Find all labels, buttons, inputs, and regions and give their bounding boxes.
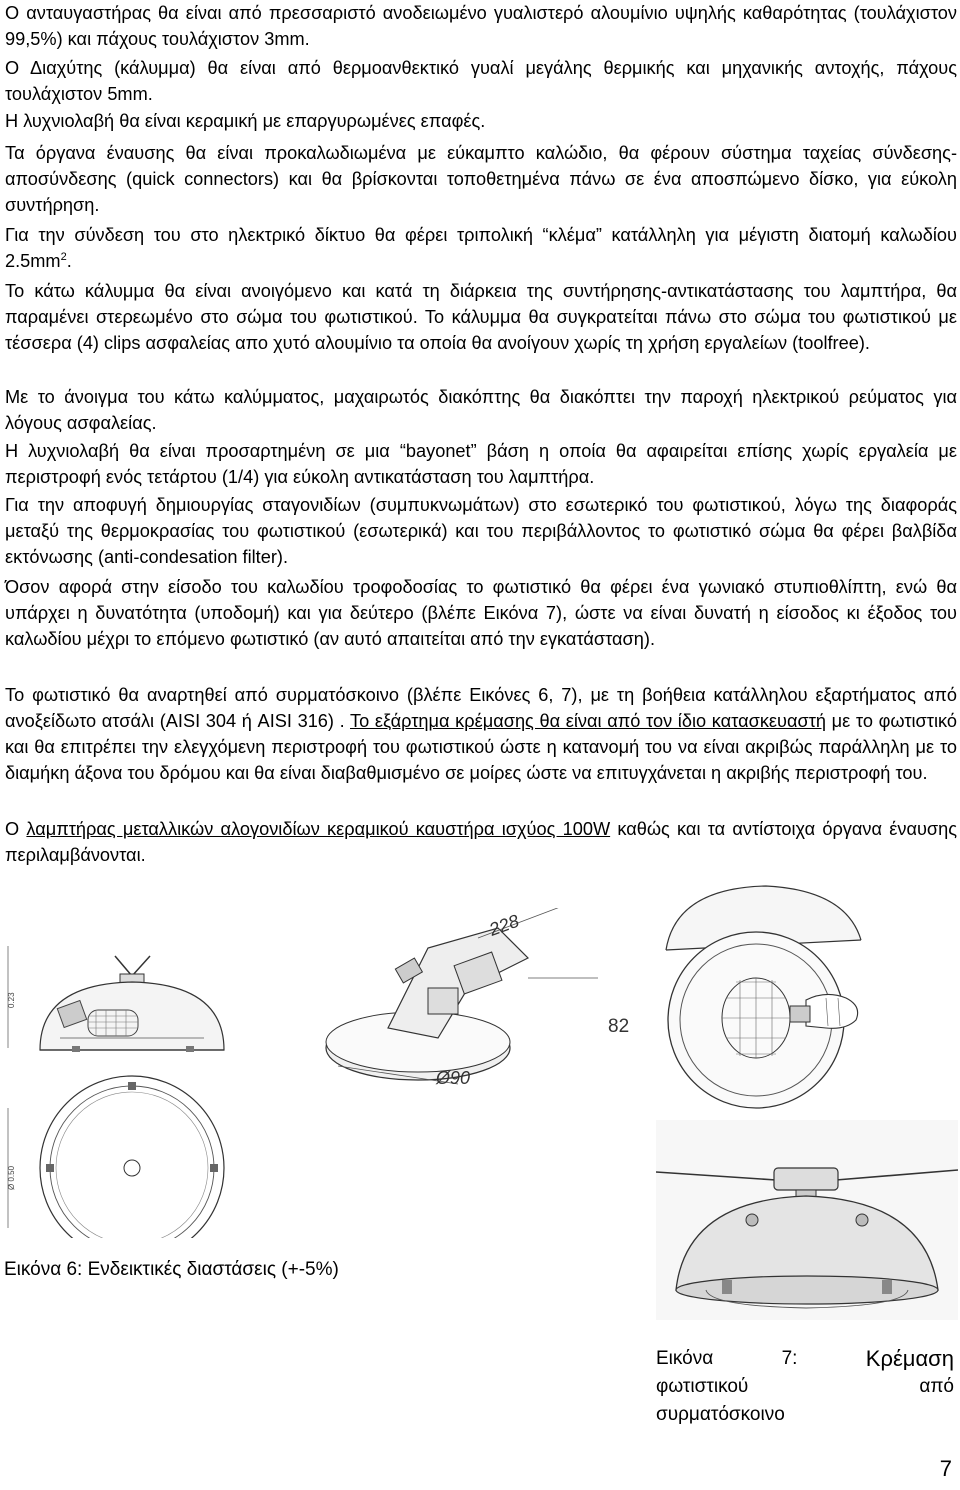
suspension-text-b: με το φωτιστικό και θα επιτρέπει την ελεγχόμενη περιστροφή του φωτιστικού ώστε η κατανομή του να είναι ακριβώς παράλληλη με το διαμήκη άξονα του δρόμου και θα είναι διαβαθμισμένο σε μοίρες ώστε να επιτυγχάνεται η ακριβής περιστροφή του. <box>5 711 957 783</box>
paragraph-lamp <box>5 816 957 868</box>
figure-open-luminaire <box>656 880 866 1120</box>
lamp-underlined: λαμπτήρας μεταλλικών αλογονιδίων κεραμικού καυστήρα ισχύος 100W <box>26 819 611 839</box>
paragraph-bayonet: Η λυχνιολαβή θα είναι προσαρτημένη σε μια “bayonet” βάση η οποία θα αφαιρείται επίσης χωρίς εργαλεία με περιστροφή ενός τετάρτου (1/4) για εύκολη αντικατάσταση του λαμπτήρα. <box>5 441 957 487</box>
figure6-drawing <box>0 938 265 1238</box>
figure6-bracket <box>278 908 648 1098</box>
dim-82-label: 82 <box>608 1016 630 1037</box>
figure7-caption-word1: Εικόνα <box>656 1348 714 1369</box>
suspension-text-a: Το φωτιστικό θα αναρτηθεί από συρματόσκοινο (βλέπε Εικόνες 6, 7), με τη βοήθεια κατάλληλου εξαρτήματος από ανοξείδωτο ατσάλι (AISI 304 ή AISI 316) . <box>5 685 957 731</box>
paragraph-safety-switch: Με το άνοιγμα του κάτω καλύμματος, μαχαιρωτός διακόπτης θα διακόπτει την παροχή ηλεκτρικού ρεύματος για λόγους ασφαλείας. <box>5 387 957 433</box>
figure7-caption <box>656 1345 954 1429</box>
paragraph-diffuser: Ο Διαχύτης (κάλυμμα) θα είναι από θερμοανθεκτικό γυαλί μεγάλης θερμικής και μηχανικής αντοχής, πάχους τουλάχιστον 5mm. <box>5 58 957 104</box>
figure7-suspended-luminaire <box>656 1120 958 1320</box>
lamp-text-b: καθώς και τα αντίστοιχα όργανα έναυσης περιλαμβάνονται. <box>5 819 958 865</box>
figure7-caption-word5: από <box>919 1376 954 1397</box>
paragraph-lower-cover: Το κάτω κάλυμμα θα είναι ανοιγόμενο και κατά τη διάρκεια της συντήρησης-αντικατάστασης του λαμπτήρα, θα παραμένει στερεωμένο στο σώμα του φωτιστικού. Το κάλυμμα θα συγκρατείται πάνω στο σώμα του φωτιστικού με τέσσερα (4) clips ασφαλείας απο χυτό αλουμίνιο τα οποία θα ανοίγουν χωρίς τη χρήση εργαλείων (toolfree). <box>5 281 957 353</box>
page-number: 7 <box>939 1456 952 1481</box>
dim-height-label: 0.23 <box>7 992 16 1008</box>
suspension-underlined: Το εξάρτημα κρέμασης θα είναι από τον ίδιο κατασκευαστή <box>350 711 827 731</box>
figure6-caption: Εικόνα 6: Ενδεικτικές διαστάσεις (+-5%) <box>4 1259 339 1280</box>
figure7-caption-word3: Κρέμαση <box>865 1346 954 1371</box>
paragraph-condensation: Για την αποφυγή δημιουργίας σταγονιδίων (συμπυκνωμάτων) στο εσωτερικό του φωτιστικού, λόγω της διαφοράς μεταξύ της θερμοκρασίας του φωτιστικού (εσωτερικά) και του περιβάλλοντος το φωτιστικό σώμα θα φέρει βαλβίδα εκτόνωσης (anti-condesation filter). <box>5 495 957 567</box>
paragraph-lampholder: Η λυχνιολαβή θα είναι κεραμική με επαργυρωμένες επαφές. <box>5 111 486 131</box>
paragraph-reflector: Ο ανταυγαστήρας θα είναι από πρεσσαριστό ανοδειωμένο γυαλιστερό αλουμίνιο υψηλής καθαρότητας (τουλάχιστον 99,5%) και πάχους τουλάχιστον 3mm. <box>5 3 957 49</box>
connection-text: Για την σύνδεση του στο ηλεκτρικό δίκτυο θα φέρει τριπολική “κλέμα” κατάλληλη για μέγιστη διατομή καλωδίου 2.5mm <box>5 225 957 271</box>
superscript: 2 <box>60 250 67 263</box>
paragraph-suspension <box>5 682 957 786</box>
connection-end: . <box>66 251 72 271</box>
paragraph-cable-entry: Όσον αφορά στην είσοδο του καλωδίου τροφοδοσίας το φωτιστικό θα φέρει ένα γωνιακό στυπιοθλίπτη, ενώ θα υπάρχει η δυνατότητα (υποδομή) και για δεύτερο (βλέπε Εικόνα 7), ώστε να είναι δυνατή η είσοδος κι έξοδος του καλωδίου μέχρι το επόμενο φωτιστικό (αν αυτό απαιτείται από την εγκατάσταση). <box>5 577 957 649</box>
figure7-caption-word4: φωτιστικού <box>656 1376 749 1397</box>
paragraph-ignition: Τα όργανα έναυσης θα είναι προκαλωδιωμένα με εύκαμπτο καλώδιο, θα φέρουν σύστημα ταχείας σύνδεσης-αποσύνδεσης (quick connectors) και θα βρίσκονται τοποθετημένα πάνω σε ένα αποσπώμενο δίσκο, για εύκολη συντήρηση. <box>5 143 957 215</box>
dim-90-label: Ø90 <box>436 1068 471 1088</box>
figure7-caption-line3: συρματόσκοινο <box>656 1404 785 1425</box>
dim-diameter-label: Ø 0.50 <box>7 1165 16 1190</box>
figure7-caption-word2: 7: <box>781 1348 798 1369</box>
lamp-text-a: Ο <box>5 819 27 839</box>
paragraph-connection <box>5 222 957 274</box>
dim-228-label: 228 <box>486 910 522 940</box>
